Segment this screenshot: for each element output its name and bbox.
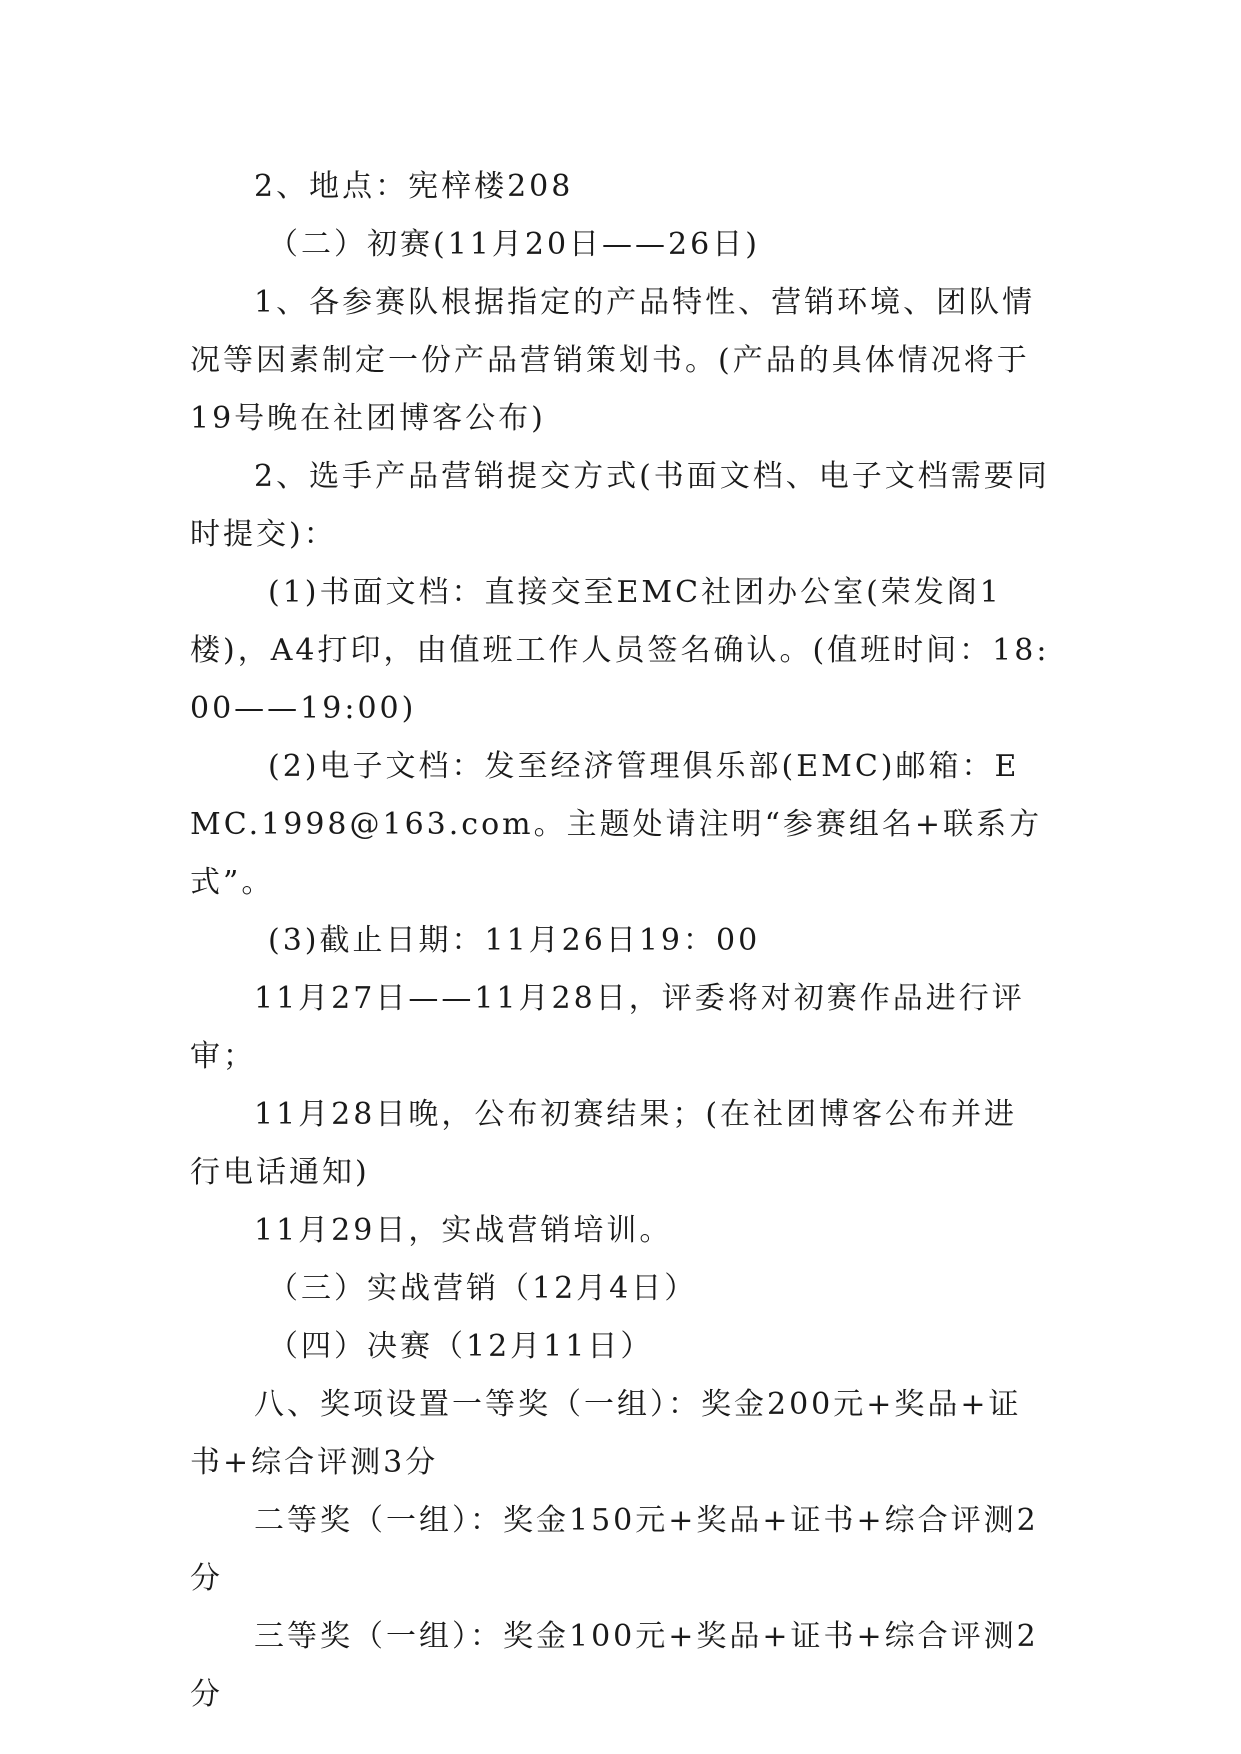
paragraph-review: 11月27日——11月28日，评委将对初赛作品进行评审； <box>190 981 1025 1074</box>
paragraph-awards-second: 二等奖（一组）：奖金150元+奖品+证书+综合评测2分 <box>190 1503 1039 1596</box>
paragraph-deadline: (3)截止日期：11月26日19：00 <box>268 923 761 958</box>
paragraph-results: 11月28日晚，公布初赛结果；(在社团博客公布并进行电话通知) <box>190 1097 1018 1190</box>
paragraph-preliminary-item-1: 1、各参赛队根据指定的产品特性、营销环境、团队情况等因素制定一份产品营销策划书。(产品的具体情况将于19号晚在社团博客公布) <box>190 285 1036 436</box>
paragraph-written-doc: (1)书面文档：直接交至EMC社团办公室(荣发阁1楼)，A4打印，由值班工作人员签名确认。(值班时间：18:00——19:00) <box>190 575 1050 726</box>
paragraph-awards-third: 三等奖（一组）：奖金100元+奖品+证书+综合评测2分 <box>190 1619 1039 1712</box>
paragraph-practical-marketing: （三）实战营销（12月4日） <box>268 1271 698 1306</box>
paragraph-electronic-doc: (2)电子文档：发至经济管理俱乐部(EMC)邮箱：EMC.1998@163.com。主题处请注明“参赛组名+联系方式”。 <box>190 749 1043 900</box>
paragraph-training: 11月29日，实战营销培训。 <box>254 1213 673 1248</box>
paragraph-preliminary-item-2: 2、选手产品营销提交方式(书面文档、电子文档需要同时提交)： <box>190 459 1050 552</box>
paragraph-awards-first: 八、奖项设置一等奖（一组）：奖金200元+奖品+证书+综合评测3分 <box>190 1387 1022 1480</box>
paragraph-preliminary-heading: （二）初赛(11月20日——26日) <box>268 227 760 262</box>
document-body <box>190 158 1050 1724</box>
paragraph-final: （四）决赛（12月11日） <box>268 1329 654 1364</box>
paragraph-location: 2、地点：宪梓楼208 <box>254 169 574 204</box>
